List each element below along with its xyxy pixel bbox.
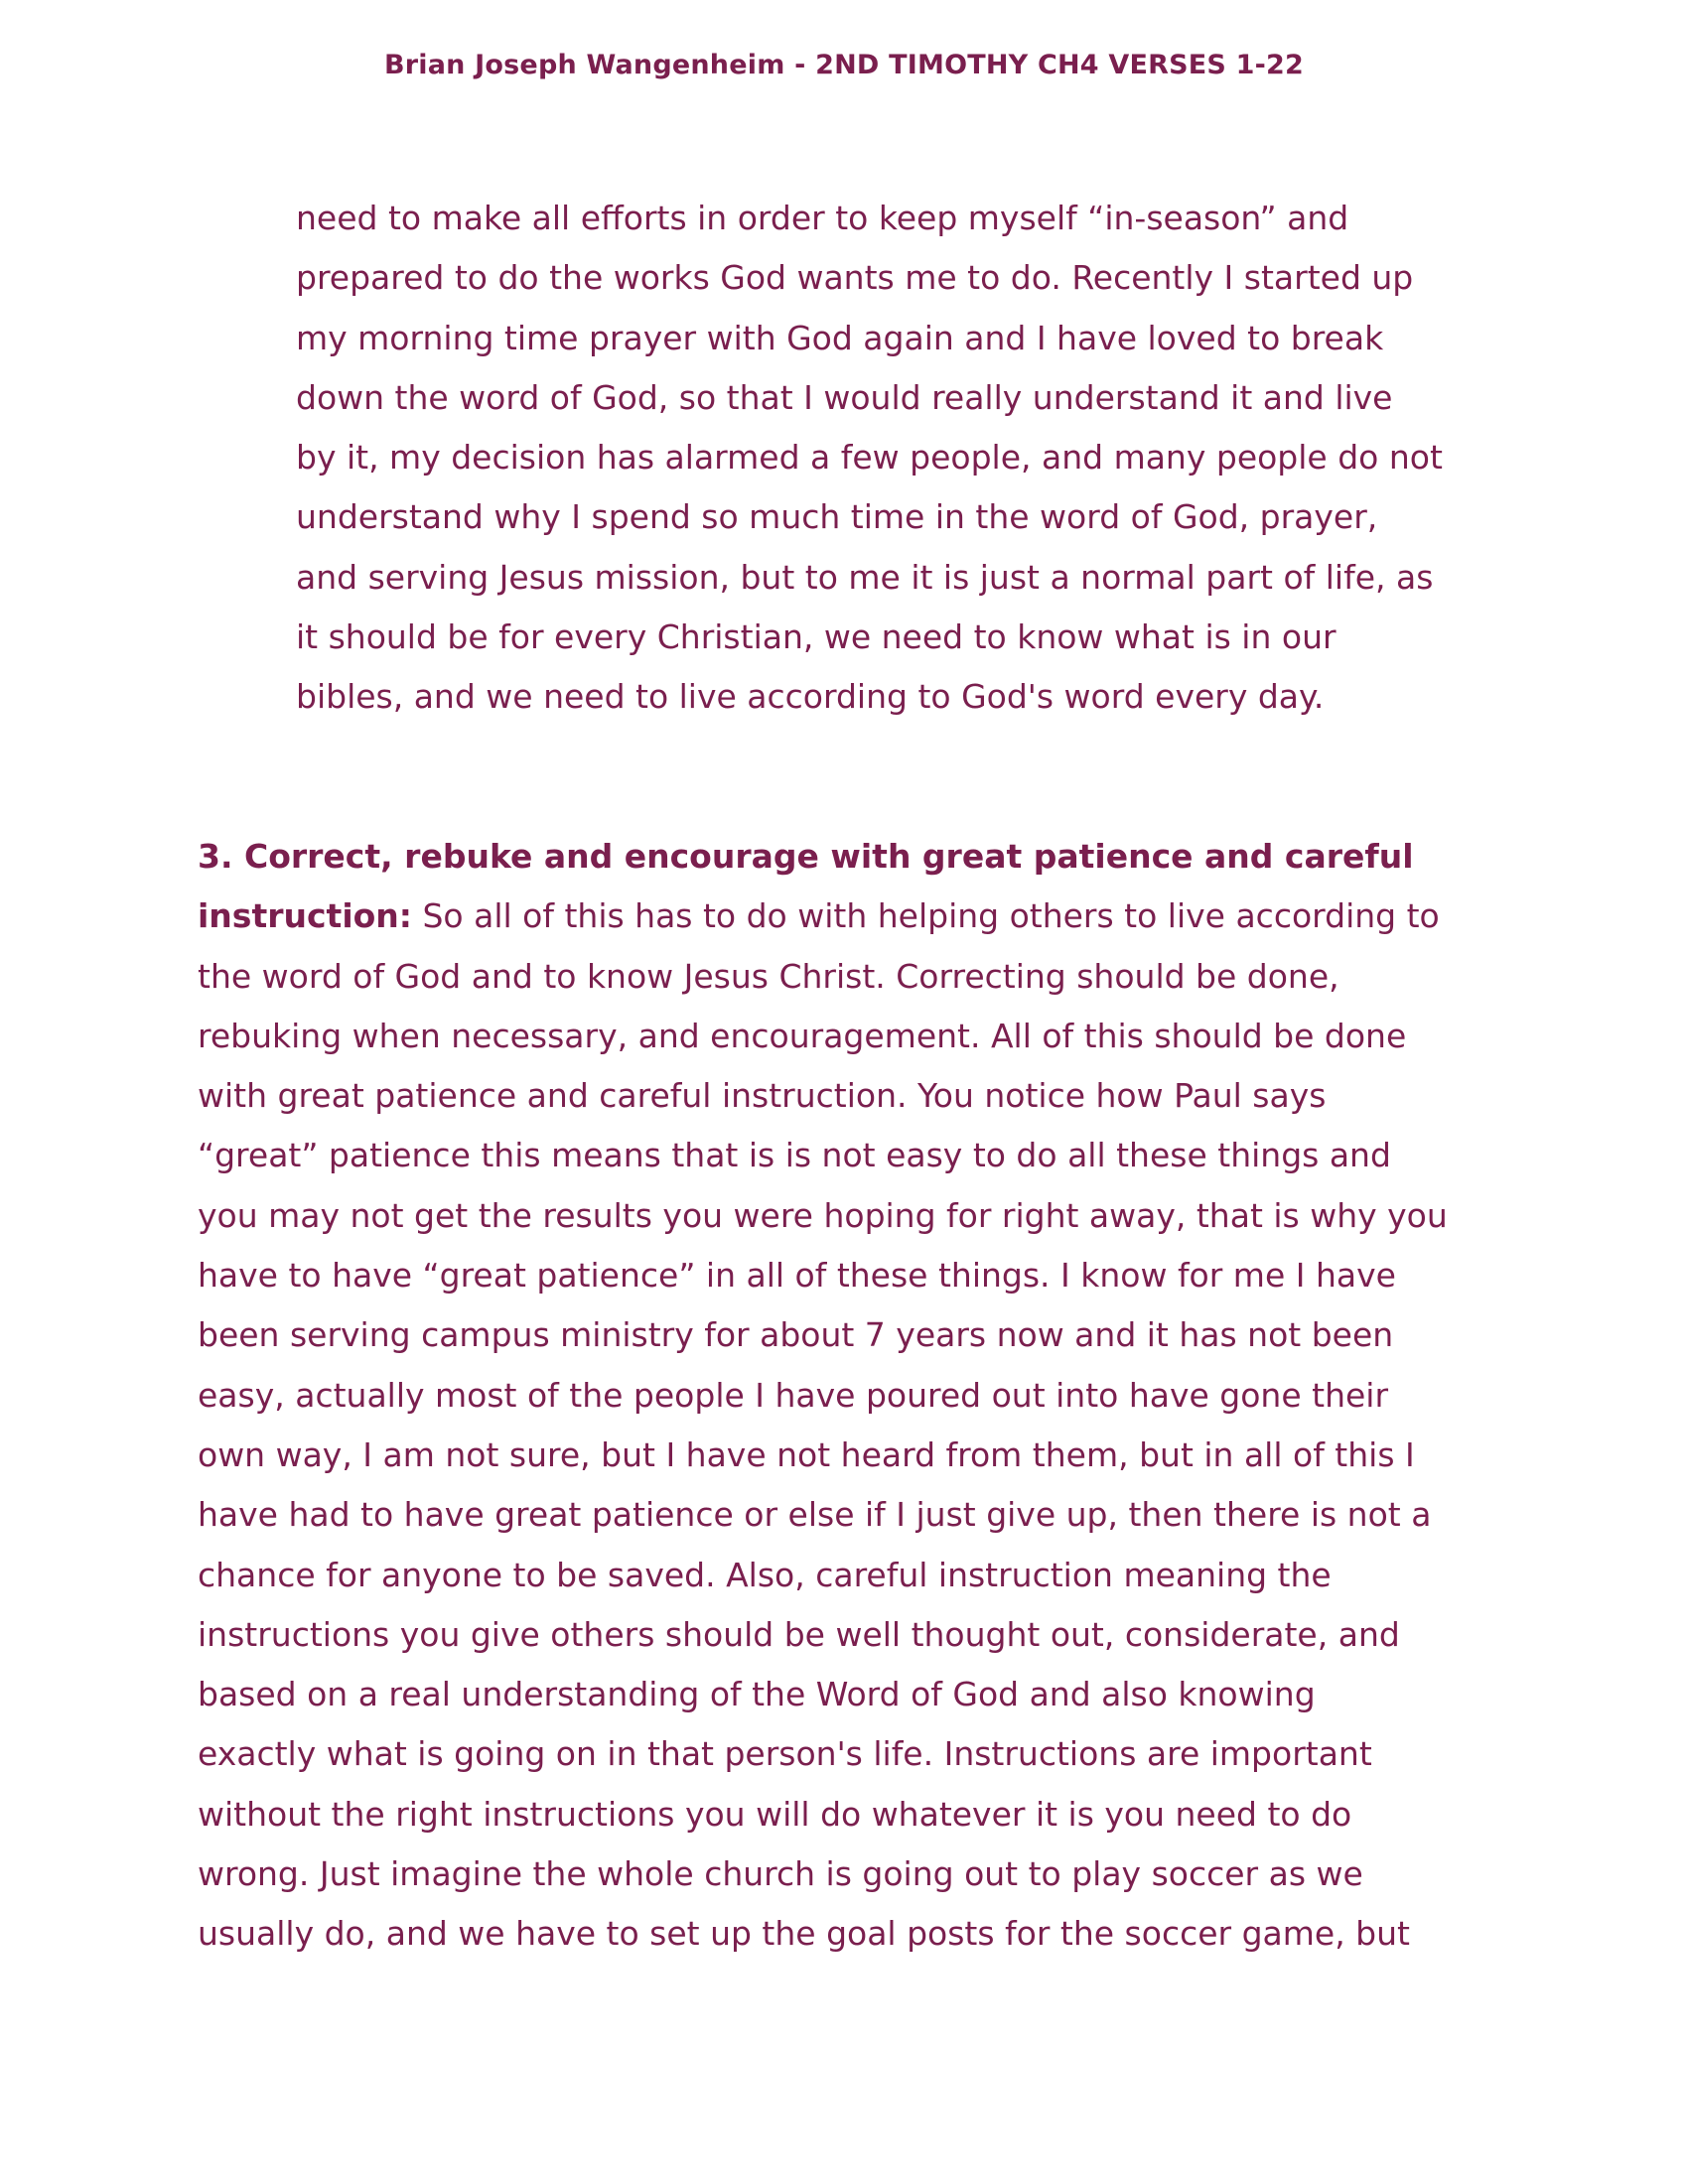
section-line: rebuking when necessary, and encouragement. All of this should be done <box>198 1016 1407 1055</box>
section-line: based on a real understanding of the Word of God and also knowing <box>198 1675 1316 1714</box>
section-line: exactly what is going on in that person's life. Instructions are important <box>198 1734 1372 1774</box>
page-header: Brian Joseph Wangenheim - 2ND TIMOTHY CH4 VERSES 1-22 <box>383 50 1305 80</box>
section-heading-continuation <box>198 887 1498 946</box>
paragraph-line: my morning time prayer with God again and I have loved to break <box>296 318 1384 357</box>
paragraph-line: by it, my decision has alarmed a few people, and many people do not <box>296 438 1443 478</box>
section-line: been serving campus ministry for about 7 years now and it has not been <box>198 1315 1394 1355</box>
section-heading: 3. Correct, rebuke and encourage with great patience and careful <box>198 837 1414 876</box>
section-line: chance for anyone to be saved. Also, careful instruction meaning the <box>198 1555 1332 1594</box>
section-line: the word of God and to know Jesus Christ. Correcting should be done, <box>198 956 1339 996</box>
section-line: wrong. Just imagine the whole church is going out to play soccer as we <box>198 1854 1363 1894</box>
section-line: “great” patience this means that is is not easy to do all these things and <box>198 1136 1391 1175</box>
paragraph-line: and serving Jesus mission, but to me it is just a normal part of life, as <box>296 557 1434 597</box>
section-line: instructions you give others should be well thought out, considerate, and <box>198 1614 1400 1654</box>
section-line: have to have “great patience” in all of these things. I know for me I have <box>198 1256 1396 1296</box>
paragraph-line: down the word of God, so that I would really understand it and live <box>296 377 1393 417</box>
section-line: without the right instructions you will do whatever it is you need to do <box>198 1794 1352 1834</box>
section-line: easy, actually most of the people I have poured out into have gone their <box>198 1375 1389 1415</box>
section-heading-end: instruction: <box>198 896 412 936</box>
section-3 <box>198 827 1498 1965</box>
intro-paragraph <box>296 189 1497 728</box>
paragraph-line: prepared to do the works God wants me to do. Recently I started up <box>296 258 1414 298</box>
paragraph-line: understand why I spend so much time in the word of God, prayer, <box>296 497 1378 537</box>
section-line: usually do, and we have to set up the goal posts for the soccer game, but <box>198 1914 1410 1954</box>
section-line: So all of this has to do with helping others to live according to <box>412 896 1440 936</box>
paragraph-line: need to make all efforts in order to keep myself “in-season” and <box>296 199 1349 237</box>
paragraph-line: it should be for every Christian, we need to know what is in our <box>296 617 1336 657</box>
section-line: you may not get the results you were hoping for right away, that is why you <box>198 1195 1448 1235</box>
section-line: own way, I am not sure, but I have not heard from them, but in all of this I <box>198 1434 1415 1474</box>
section-line: have had to have great patience or else if I just give up, then there is not a <box>198 1495 1432 1535</box>
paragraph-line: bibles, and we need to live according to God's word every day. <box>296 677 1325 717</box>
section-line: with great patience and careful instruction. You notice how Paul says <box>198 1076 1327 1116</box>
